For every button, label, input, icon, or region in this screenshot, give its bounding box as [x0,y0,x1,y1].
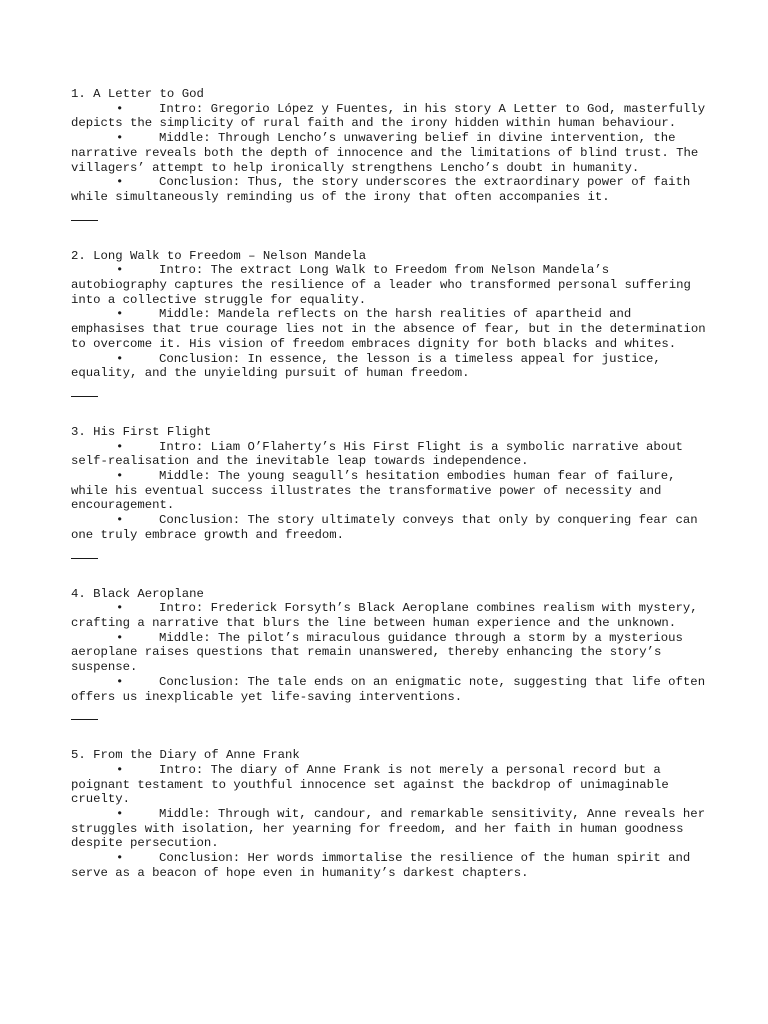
bullet-conclusion [71,675,711,704]
bullet-middle [71,307,711,351]
section-title: 2. Long Walk to Freedom – Nelson Mandela [71,248,367,263]
bullet-text: Middle: Mandela reflects on the harsh realities of apartheid and emphasises that true courage lies not in the absence of fear, but in the determination to overcome it. His vision of freedom embraces dignity for both blacks and whites. [71,307,706,351]
bullet-marker: • [116,674,124,689]
section-title: 3. His First Flight [71,424,212,439]
section-a-letter-to-god [71,87,711,249]
bullet-middle [71,807,711,851]
bullet-marker: • [116,513,124,528]
section-diary-of-anne-frank [71,748,711,880]
bullet-marker: • [116,439,124,454]
bullet-text: Middle: Through Lencho’s unwavering belief in divine intervention, the narrative reveals both the depth of innocence and the limitations of blind trust. The villagers’ attempt to help ironically strengthens Lencho’s doubt in humanity. [71,131,699,175]
bullet-marker: • [116,131,124,146]
bullet-text: Conclusion: The tale ends on an enigmatic note, suggesting that life often offers us inexplicable yet life-saving interventions. [71,674,706,704]
bullet-intro [71,263,711,307]
bullet-conclusion [71,352,711,381]
bullet-marker: • [116,807,124,822]
section-long-walk-to-freedom [71,249,711,425]
bullet-marker: • [116,469,124,484]
bullet-text: Middle: The pilot’s miraculous guidance through a storm by a mysterious aeroplane raises questions that remain unanswered, thereby enhancing the story’s suspense. [71,630,683,675]
bullet-text: Conclusion: Her words immortalise the resilience of the human spirit and serve as a beacon of hope even in humanity’s darkest chapters. [71,851,691,880]
bullet-text: Intro: Gregorio López y Fuentes, in his story A Letter to God, masterfully depicts the simplicity of rural faith and the irony hidden within human behaviour. [71,101,706,131]
bullet-intro [71,763,711,807]
bullet-conclusion [71,851,711,880]
bullet-text: Intro: The extract Long Walk to Freedom from Nelson Mandela’s autobiography captures the resilience of a leader who transformed personal suffering into a collective struggle for equality. [71,263,691,307]
bullet-intro [71,440,711,469]
section-his-first-flight [71,425,711,587]
bullet-marker: • [116,101,124,116]
bullet-marker: • [116,351,124,366]
bullet-marker: • [116,307,124,322]
bullet-middle [71,131,711,175]
bullet-text: Middle: The young seagull’s hesitation embodies human fear of failure, while his eventual success illustrates the transformative power of necessity and encouragement. [71,469,676,513]
bullet-marker: • [116,762,124,777]
section-title: 1. A Letter to God [71,87,204,101]
bullet-text: Intro: Frederick Forsyth’s Black Aeroplane combines realism with mystery, crafting a narrative that blurs the line between human experience and the unknown. [71,601,698,630]
section-black-aeroplane [71,587,711,749]
document-page [71,87,711,881]
section-title: 5. From the Diary of Anne Frank [71,748,300,763]
bullet-middle [71,469,711,513]
section-title: 4. Black Aeroplane [71,586,204,601]
bullet-text: Intro: Liam O’Flaherty’s His First Flight is a symbolic narrative about self-realisation and the inevitable leap towards independence. [71,439,683,469]
bullet-text: Conclusion: In essence, the lesson is a timeless appeal for justice, equality, and the unyielding pursuit of human freedom. [71,351,661,381]
bullet-text: Conclusion: Thus, the story underscores the extraordinary power of faith while simultaneously reminding us of the irony that often accompanies it. [71,175,691,204]
bullet-text: Conclusion: The story ultimately conveys that only by conquering fear can one truly embrace growth and freedom. [71,513,698,542]
bullet-intro [71,102,711,131]
bullet-marker: • [116,263,124,278]
bullet-conclusion [71,175,711,204]
bullet-text: Middle: Through wit, candour, and remarkable sensitivity, Anne reveals her struggles with isolation, her yearning for freedom, and her faith in human goodness despite persecution. [71,807,706,851]
bullet-marker: • [116,175,124,190]
bullet-text: Intro: The diary of Anne Frank is not merely a personal record but a poignant testament to youthful innocence set against the backdrop of unimaginable cruelty. [71,762,669,807]
bullet-marker: • [116,851,124,866]
bullet-marker: • [116,630,124,645]
bullet-intro [71,601,711,630]
bullet-middle [71,631,711,675]
bullet-marker: • [116,601,124,616]
bullet-conclusion [71,513,711,542]
